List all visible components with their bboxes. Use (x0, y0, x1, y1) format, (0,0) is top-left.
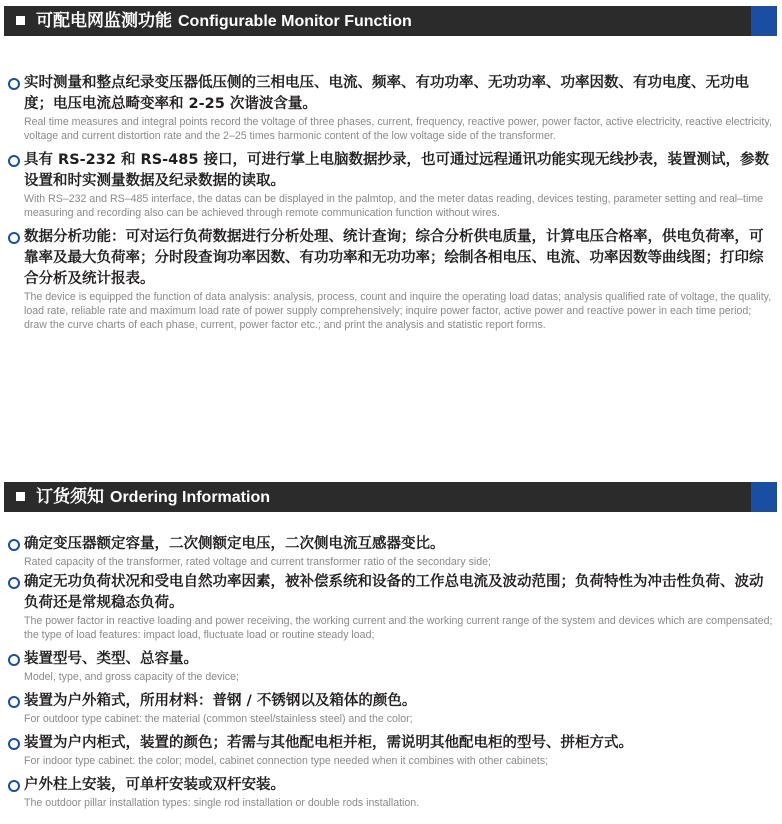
list-item (8, 227, 774, 332)
section-header-bar (4, 6, 777, 36)
header-accent-block (751, 6, 777, 36)
header-accent-block (751, 482, 777, 512)
monitor-function-section (0, 6, 782, 332)
section-title-en: Configurable Monitor Function (178, 13, 412, 30)
section-title-en: Ordering Information (110, 489, 270, 506)
ring-bullet-icon (8, 654, 20, 666)
list-item (8, 572, 774, 642)
ring-bullet-icon (8, 577, 20, 589)
item-zh-text: 装置型号、类型、总容量。 (24, 651, 198, 667)
ordering-info-section (0, 482, 782, 810)
item-zh-text: 数据分析功能：可对运行负荷数据进行分析处理、统计查询；综合分析供电质量，计算电压合格率，供电负荷率，可靠率及最大负荷率；分时段查询功率因数、有功功率和无功功率；绘制各相电压、电流、功率因数等曲线图；打印综合分析及统计报表。 (24, 229, 764, 287)
item-en-text: For outdoor type cabinet: the material (common steel/stainless steel) and the color; (24, 713, 413, 725)
item-en-text: For indoor type cabinet: the color; model, cabinet connection type needed when it combines with other cabinets; (24, 755, 549, 767)
item-en-text: Model, type, and gross capacity of the device; (24, 671, 239, 683)
square-bullet-icon (16, 492, 25, 501)
header-accent-gap (743, 6, 751, 36)
header-accent-gap (743, 482, 751, 512)
item-zh-text: 实时测量和整点纪录变压器低压侧的三相电压、电流、频率、有功功率、无功功率、功率因数、有功电度、无功电度；电压电流总畸变率和 2-25 次谐波含量。 (24, 75, 749, 112)
item-zh-text: 装置为户内柜式，装置的颜色；若需与其他配电柜并柜，需说明其他配电柜的型号、拼柜方式。 (24, 735, 633, 751)
list-item (8, 691, 774, 726)
list-item (8, 73, 774, 143)
item-zh-text: 确定变压器额定容量，二次侧额定电压，二次侧电流互感器变比。 (24, 536, 445, 552)
square-bullet-icon (16, 16, 25, 25)
item-zh-text: 具有 RS-232 和 RS-485 接口，可进行掌上电脑数据抄录，也可通过远程通讯功能实现无线抄表，装置测试，参数设置和时实测量数据及纪录数据的读取。 (24, 152, 769, 189)
list-item (8, 150, 774, 220)
ring-bullet-icon (8, 738, 20, 750)
item-en-text: With RS–232 and RS–485 interface, the datas can be displayed in the palmtop, and the meter datas reading, devices testing, parameter setting and real–time measuring and recording also can be achieved through remote communication function without wires. (24, 193, 764, 219)
section-title (36, 487, 270, 508)
item-zh-text: 户外柱上安装，可单杆安装或双杆安装。 (24, 777, 285, 793)
section-header-bar (4, 482, 777, 512)
ring-bullet-icon (8, 780, 20, 792)
ring-bullet-icon (8, 696, 20, 708)
section-title-zh: 订货须知 (36, 487, 104, 507)
item-en-text: The outdoor pillar installation types: single rod installation or double rods installation. (24, 797, 420, 809)
list-item (8, 775, 774, 810)
item-zh-text: 确定无功负荷状况和受电自然功率因素，被补偿系统和设备的工作总电流及波动范围；负荷特性为冲击性负荷、波动负荷还是常规稳态负荷。 (24, 574, 764, 611)
section-title-zh: 可配电网监测功能 (36, 11, 172, 31)
item-en-text: The device is equipped the function of data analysis: analysis, process, count and inquire the operating load datas; analysis qualified rate of voltage, the quality, load rate, reliable rate and maximum load rate of power supply comprehensively; inquire power factor, active power and reactive power in each time period; draw the curve charts of each phase, current, power factor etc.; and print the analysis and statistic report forms. (24, 291, 772, 331)
ring-bullet-icon (8, 232, 20, 244)
list-item (8, 649, 774, 684)
item-zh-text: 装置为户外箱式，所用材料：普钢 / 不锈钢以及箱体的颜色。 (24, 693, 417, 709)
item-en-text: The power factor in reactive loading and power receiving, the working current and the working current range of the system and devices which are compensated; the type of load features: impact load, fluctuate load or routine steady load; (24, 615, 773, 641)
item-en-text: Rated capacity of the transformer, rated voltage and current transformer ratio of the secondary side; (24, 556, 491, 568)
ring-bullet-icon (8, 539, 20, 551)
ring-bullet-icon (8, 78, 20, 90)
section-title (36, 11, 412, 32)
item-en-text: Real time measures and integral points record the voltage of three phases, current, frequency, reactive power, power factor, active electricity, reactive electricity, voltage and current distortion rate and the 2–25 times harmonic content of the low voltage side of the transformer. (24, 116, 772, 142)
list-item (8, 733, 774, 768)
list-item (8, 534, 774, 569)
ring-bullet-icon (8, 155, 20, 167)
